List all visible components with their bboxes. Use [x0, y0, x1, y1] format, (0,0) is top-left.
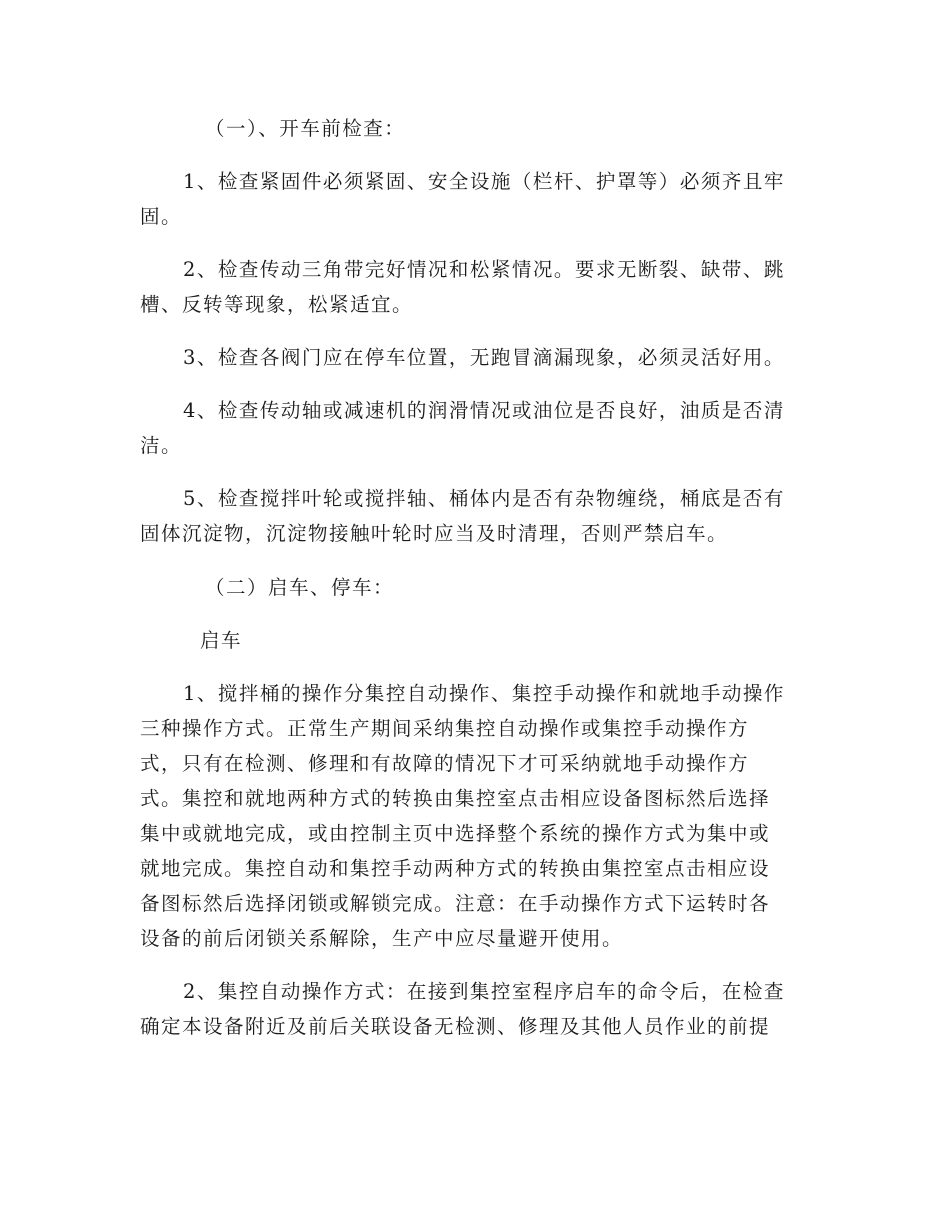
paragraph-line: 4、检查传动轴或减速机的润滑情况或油位是否良好，油质是否清	[183, 399, 785, 422]
paragraph-line: 备图标然后选择闭锁或解锁完成。注意：在手动操作方式下运转时各	[140, 892, 771, 915]
paragraph-line: 2、检查传动三角带完好情况和松紧情况。要求无断裂、缺带、跳	[183, 258, 785, 281]
paragraph-line: 2、集控自动操作方式：在接到集控室程序启车的命令后，在检查	[183, 980, 785, 1003]
paragraph-line: 3、检查各阀门应在停车位置，无跑冒滴漏现象，必须灵活好用。	[183, 346, 785, 369]
paragraph-line: 三种操作方式。正常生产期间采纳集控自动操作或集控手动操作方	[140, 717, 750, 740]
paragraph-line: 固。	[140, 205, 183, 228]
paragraph-line: 设备的前后闭锁关系解除，生产中应尽量避开使用。	[140, 927, 624, 950]
paragraph-line: 1、搅拌桶的操作分集控自动操作、集控手动操作和就地手动操作	[183, 682, 785, 705]
subheading-start: 启车	[200, 629, 243, 652]
paragraph-line: 集中或就地完成，或由控制主页中选择整个系统的操作方式为集中或	[140, 822, 771, 845]
section-heading-start-stop: （二）启车、停车：	[205, 576, 395, 599]
paragraph-line: 5、检查搅拌叶轮或搅拌轴、桶体内是否有杂物缠绕，桶底是否有	[183, 487, 785, 510]
section-heading-pre-start-check: （一）、开车前检查：	[205, 117, 406, 140]
paragraph-line: 固体沉淀物，沉淀物接触叶轮时应当及时清理，否则严禁启车。	[140, 522, 729, 545]
paragraph-line: 1、检查紧固件必须紧固、安全设施（栏杆、护罩等）必须齐且牢	[183, 170, 785, 193]
paragraph-line: 确定本设备附近及前后关联设备无检测、修理及其他人员作业的前提	[140, 1015, 771, 1038]
paragraph-line: 就地完成。集控自动和集控手动两种方式的转换由集控室点击相应设	[140, 857, 771, 880]
paragraph-line: 式，只有在检测、修理和有故障的情况下才可采纳就地手动操作方	[140, 752, 750, 775]
paragraph-line: 洁。	[140, 434, 183, 457]
paragraph-line: 槽、反转等现象，松紧适宜。	[140, 293, 414, 316]
paragraph-line: 式。集控和就地两种方式的转换由集控室点击相应设备图标然后选择	[140, 787, 771, 810]
